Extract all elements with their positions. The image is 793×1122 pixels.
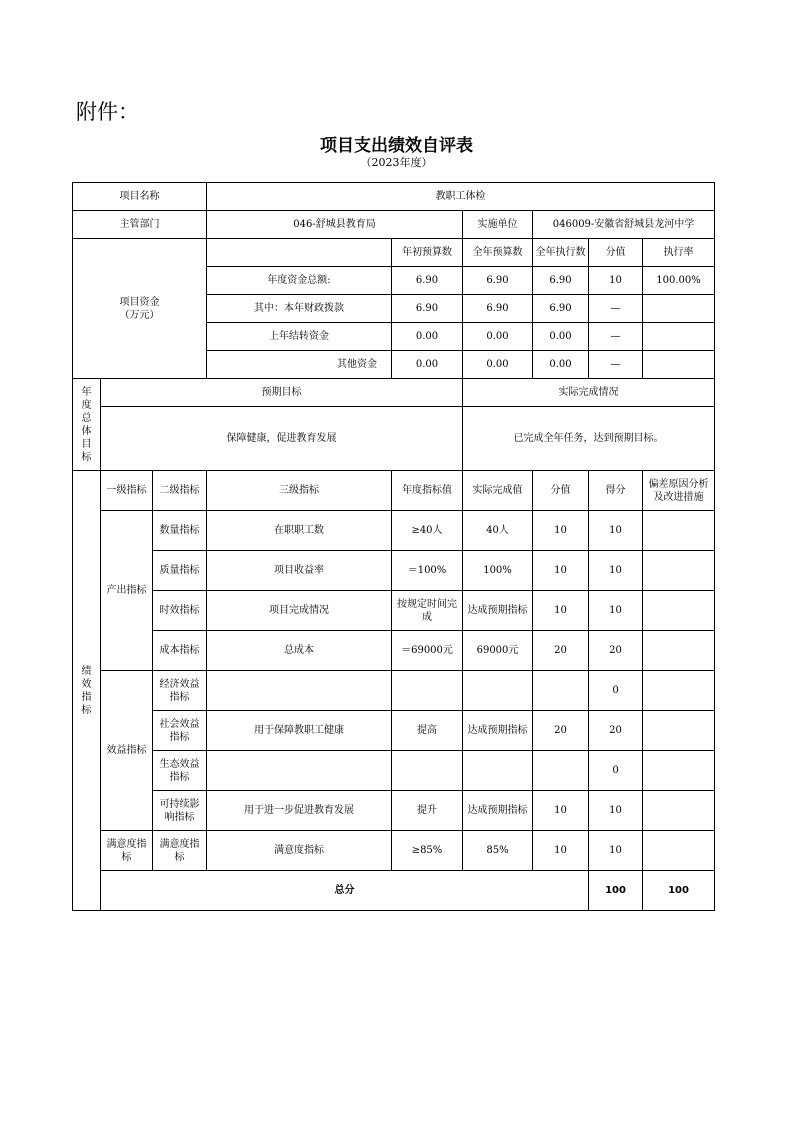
goals-label-char: 年 (81, 386, 92, 398)
indicator-target (392, 751, 463, 791)
indicator-score-value: 10 (533, 591, 589, 631)
header-level3: 三级指标 (207, 471, 392, 511)
funds-row-annual: 0.00 (463, 323, 533, 351)
total-score: 100 (643, 871, 715, 911)
header-reason (643, 471, 715, 511)
funds-label-line1: 项目资金 (119, 296, 160, 308)
satisfaction-level1-line: 标 (121, 851, 132, 863)
goals-label-char: 度 (81, 399, 92, 411)
funds-header-executed: 全年执行数 (533, 239, 589, 267)
funds-label (73, 239, 207, 379)
benefit-indicator-label: 效益指标 (101, 671, 153, 831)
satisfaction-actual: 85% (463, 831, 533, 871)
funds-header-blank (207, 239, 392, 267)
indicator-target: ＝100% (392, 551, 463, 591)
indicator-actual: 达成预期指标 (463, 711, 533, 751)
unit-value: 046009-安徽省舒城县龙河中学 (533, 211, 715, 239)
indicator-score: 10 (589, 791, 643, 831)
indicator-level3: 项目完成情况 (207, 591, 392, 631)
indicator-level2 (153, 671, 207, 711)
satisfaction-reason (643, 831, 715, 871)
funds-row-initial: 0.00 (392, 351, 463, 379)
row-indicators-header (73, 471, 715, 511)
indicator-reason (643, 511, 715, 551)
goals-label-char: 标 (81, 451, 92, 463)
indicator-reason (643, 591, 715, 631)
indicator-score-value (533, 671, 589, 711)
funds-row-annual: 6.90 (463, 267, 533, 295)
indicator-actual: 40人 (463, 511, 533, 551)
funds-row-label: 年度资金总额: (207, 267, 392, 295)
goals-label-char: 总 (81, 412, 92, 424)
funds-row-initial: 0.00 (392, 323, 463, 351)
funds-row-initial: 6.90 (392, 295, 463, 323)
indicator-actual: 100% (463, 551, 533, 591)
indicator-row (73, 751, 715, 791)
indicator-level2: 数量指标 (153, 511, 207, 551)
indicator-level2 (153, 751, 207, 791)
indicator-level2-line: 指标 (169, 771, 190, 783)
header-reason-line: 及改进措施 (653, 491, 704, 503)
indicator-score: 20 (589, 631, 643, 671)
department-value: 046-舒城县教育局 (207, 211, 463, 239)
goals-actual-value: 已完成全年任务，达到预期目标。 (463, 407, 715, 471)
indicator-level2-line: 指标 (169, 731, 190, 743)
attachment-label: 附件： (76, 100, 139, 124)
indicator-actual: 达成预期指标 (463, 591, 533, 631)
indicator-level2-line: 指标 (169, 691, 190, 703)
indicator-level3: 项目收益率 (207, 551, 392, 591)
row-goals-header (73, 379, 715, 407)
page-title: 项目支出绩效自评表 (320, 136, 473, 156)
department-label: 主管部门 (73, 211, 207, 239)
indicator-level3 (207, 751, 392, 791)
row-project-name (73, 183, 715, 211)
indicator-row (73, 791, 715, 831)
indicator-row (73, 511, 715, 551)
indicator-level3: 在职职工数 (207, 511, 392, 551)
indicator-row (73, 591, 715, 631)
funds-header-annual: 全年预算数 (463, 239, 533, 267)
funds-row-rate: 100.00% (643, 267, 715, 295)
indicator-level2-line: 可持续影 (159, 798, 200, 810)
indicator-target (392, 591, 463, 631)
indicator-row (73, 631, 715, 671)
indicator-level3: 用于进一步促进教育发展 (207, 791, 392, 831)
indicator-level2 (153, 711, 207, 751)
satisfaction-level2-line: 标 (174, 851, 185, 863)
funds-row-rate (643, 351, 715, 379)
funds-row-executed: 0.00 (533, 323, 589, 351)
indicator-level2-line: 经济效益 (159, 678, 200, 690)
indicator-score: 10 (589, 591, 643, 631)
indicator-target (392, 671, 463, 711)
satisfaction-target: ≥85% (392, 831, 463, 871)
funds-label-line2: （万元） (119, 309, 160, 321)
header-score: 得分 (589, 471, 643, 511)
indicator-score-value: 10 (533, 511, 589, 551)
indicator-row (73, 671, 715, 711)
funds-row-label: 其中：本年财政拨款 (207, 295, 392, 323)
row-total (73, 871, 715, 911)
funds-row-annual: 6.90 (463, 295, 533, 323)
indicator-score: 20 (589, 711, 643, 751)
satisfaction-score: 10 (589, 831, 643, 871)
funds-row-label: 上年结转资金 (207, 323, 392, 351)
indicators-label-char: 标 (81, 704, 92, 716)
funds-row-executed: 6.90 (533, 267, 589, 295)
goals-label-char: 体 (81, 425, 92, 437)
header-level1: 一级指标 (101, 471, 153, 511)
goals-actual-header: 实际完成情况 (463, 379, 715, 407)
funds-row-label: 其他资金 (207, 351, 392, 379)
funds-row-score-value: — (589, 323, 643, 351)
indicator-reason (643, 711, 715, 751)
row-department (73, 211, 715, 239)
funds-row-score-value: — (589, 351, 643, 379)
funds-header-rate: 执行率 (643, 239, 715, 267)
project-name-label: 项目名称 (73, 183, 207, 211)
indicator-level2 (153, 791, 207, 831)
indicator-score-value: 20 (533, 711, 589, 751)
indicator-row (73, 711, 715, 751)
goals-label-char: 目 (81, 438, 92, 450)
funds-header-score-value: 分值 (589, 239, 643, 267)
indicator-level2-line: 社会效益 (159, 718, 200, 730)
goals-expected-header: 预期目标 (101, 379, 463, 407)
indicator-score: 10 (589, 551, 643, 591)
funds-header-initial: 年初预算数 (392, 239, 463, 267)
indicators-label-char: 绩 (81, 665, 92, 677)
indicator-score-value: 10 (533, 551, 589, 591)
indicator-level3: 用于保障教职工健康 (207, 711, 392, 751)
indicator-actual (463, 751, 533, 791)
row-funds-header (73, 239, 715, 267)
indicator-score-value: 20 (533, 631, 589, 671)
indicator-level2-line: 响指标 (164, 811, 195, 823)
total-score-value: 100 (589, 871, 643, 911)
page-subtitle: （2023年度） (360, 156, 433, 169)
indicator-actual (463, 671, 533, 711)
indicator-actual: 达成预期指标 (463, 791, 533, 831)
header-actual: 实际完成值 (463, 471, 533, 511)
unit-label: 实施单位 (463, 211, 533, 239)
indicator-level2: 成本指标 (153, 631, 207, 671)
indicator-reason (643, 751, 715, 791)
indicator-target-line: 按规定时间完 (397, 598, 457, 610)
indicator-actual: 69000元 (463, 631, 533, 671)
indicator-score-value: 10 (533, 791, 589, 831)
indicator-target-line: 成 (422, 611, 432, 623)
indicator-level2-line: 生态效益 (159, 758, 200, 770)
satisfaction-level2-line: 满意度指 (159, 838, 200, 850)
indicator-level2: 质量指标 (153, 551, 207, 591)
indicator-score: 0 (589, 671, 643, 711)
total-label: 总分 (101, 871, 589, 911)
indicator-row-satisfaction (73, 831, 715, 871)
funds-row-initial: 6.90 (392, 267, 463, 295)
indicator-score: 0 (589, 751, 643, 791)
funds-row-score-value: — (589, 295, 643, 323)
header-reason-line: 偏差原因分析 (648, 478, 709, 490)
evaluation-table (72, 182, 715, 911)
indicators-label-char: 效 (81, 678, 92, 690)
indicator-score: 10 (589, 511, 643, 551)
output-indicator-label: 产出指标 (101, 511, 153, 671)
indicator-level2: 时效指标 (153, 591, 207, 631)
funds-row-score-value: 10 (589, 267, 643, 295)
satisfaction-level2 (153, 831, 207, 871)
indicator-score-value (533, 751, 589, 791)
header-level2: 二级指标 (153, 471, 207, 511)
header-target: 年度指标值 (392, 471, 463, 511)
indicator-reason (643, 551, 715, 591)
row-goals (73, 407, 715, 471)
indicator-level3 (207, 671, 392, 711)
indicator-target: 提高 (392, 711, 463, 751)
satisfaction-level3: 满意度指标 (207, 831, 392, 871)
indicator-level3: 总成本 (207, 631, 392, 671)
indicator-target: ≥40人 (392, 511, 463, 551)
funds-row-executed: 6.90 (533, 295, 589, 323)
goals-expected-value: 保障健康，促进教育发展 (101, 407, 463, 471)
funds-row-rate (643, 295, 715, 323)
indicators-label-char: 指 (81, 691, 92, 703)
goals-label (73, 379, 101, 471)
indicator-reason (643, 791, 715, 831)
funds-row-rate (643, 323, 715, 351)
indicators-label (73, 471, 101, 911)
indicator-target: 提升 (392, 791, 463, 831)
indicator-row (73, 551, 715, 591)
header-score-value: 分值 (533, 471, 589, 511)
project-name-value: 教职工体检 (207, 183, 715, 211)
indicator-reason (643, 671, 715, 711)
satisfaction-level1 (101, 831, 153, 871)
satisfaction-score-value: 10 (533, 831, 589, 871)
indicator-reason (643, 631, 715, 671)
satisfaction-level1-line: 满意度指 (106, 838, 147, 850)
funds-row-executed: 0.00 (533, 351, 589, 379)
funds-row-annual: 0.00 (463, 351, 533, 379)
indicator-target: ＝69000元 (392, 631, 463, 671)
